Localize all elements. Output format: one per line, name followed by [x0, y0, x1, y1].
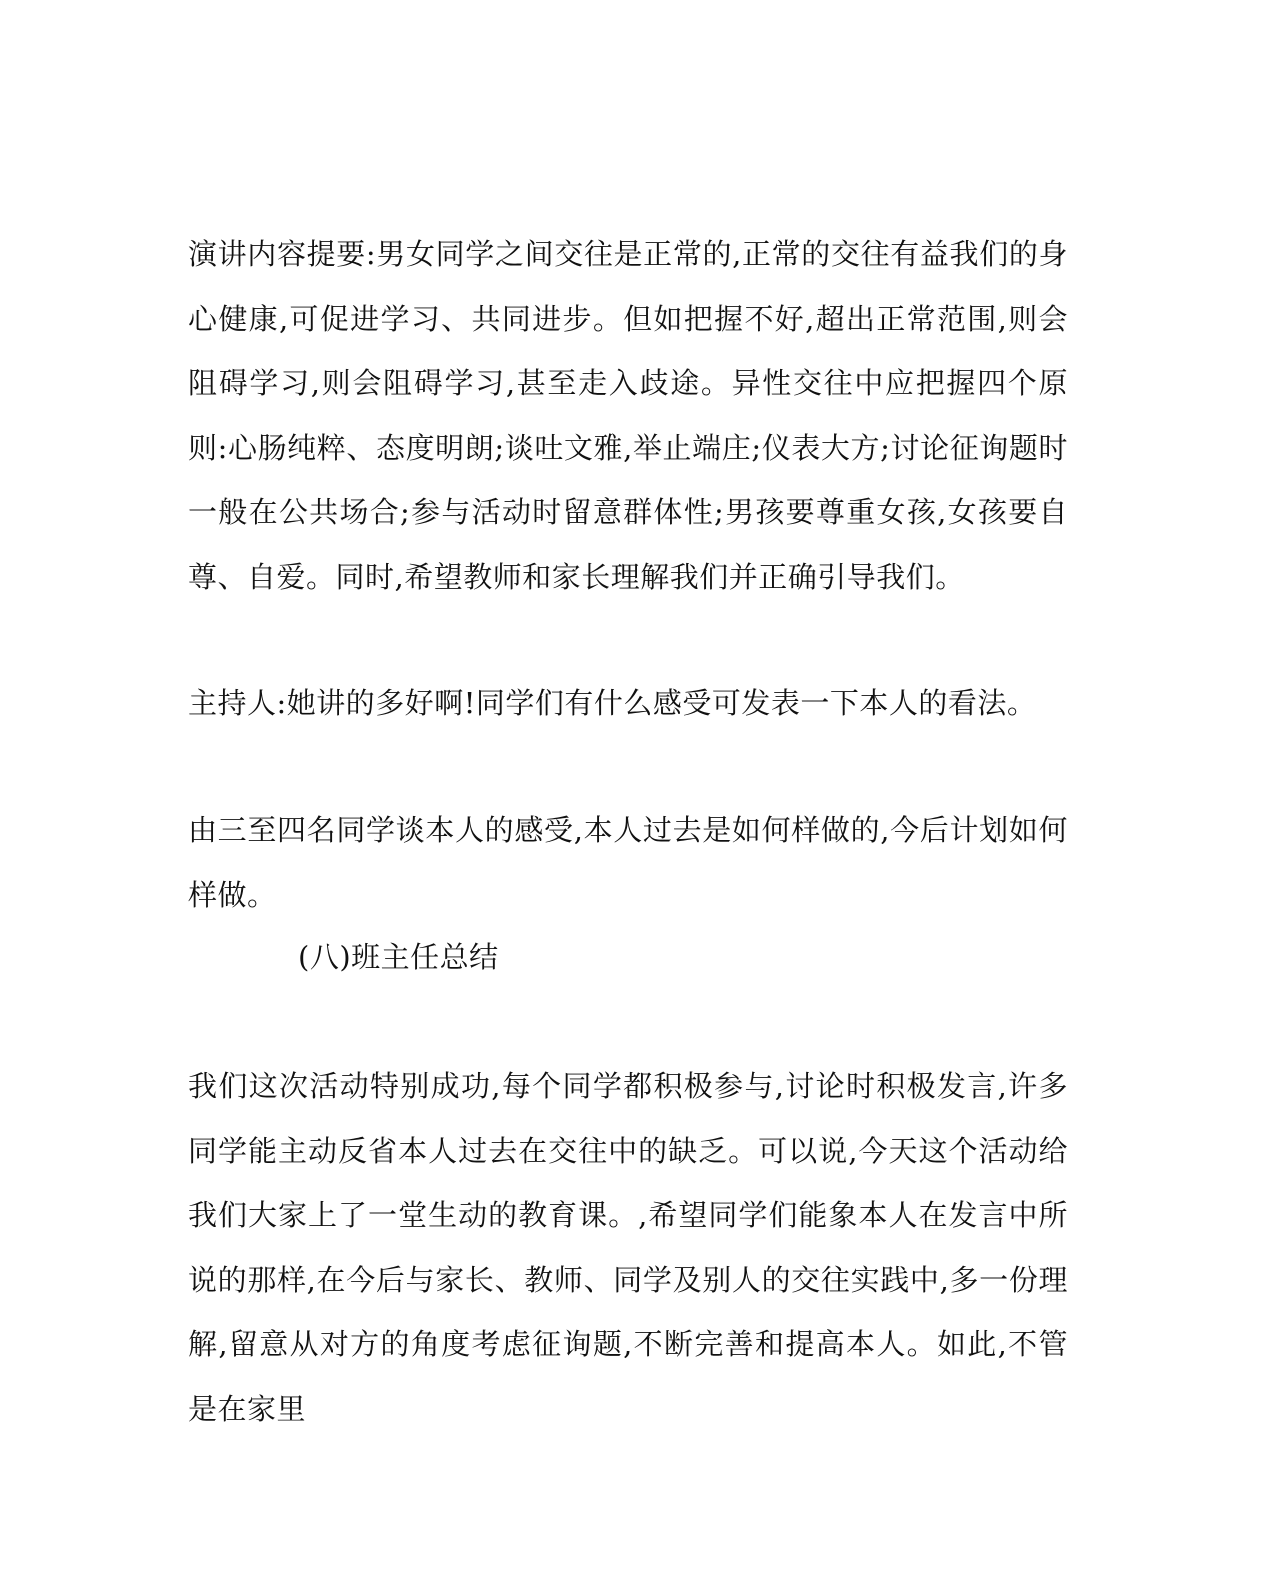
- student-sharing-paragraph: 由三至四名同学谈本人的感受,本人过去是如何样做的,今后计划如何样做。: [188, 813, 1068, 912]
- teacher-summary-paragraph: 我们这次活动特别成功,每个同学都积极参与,讨论时积极发言,许多同学能主动反省本人过去在交往中的缺乏。可以说,今天这个活动给我们大家上了一堂生动的教育课。,希望同学们能象本人在发言中所说的那样,在今后与家长、教师、同学及别人的交往实践中,多一份理解,留意从对方的角度考虑征询题,不断完善和提高本人。如此,不管是在家里: [188, 1069, 1068, 1426]
- host-remark-paragraph: 主持人:她讲的多好啊!同学们有什么感受可发表一下本人的看法。: [188, 686, 1037, 720]
- speech-summary-paragraph: 演讲内容提要:男女同学之间交往是正常的,正常的交往有益我们的身心健康,可促进学习、共同进步。但如把握不好,超出正常范围,则会阻碍学习,则会阻碍学习,甚至走入歧途。异性交往中应把握四个原则:心肠纯粹、态度明朗;谈吐文雅,举止端庄;仪表大方;讨论征询题时一般在公共场合;参与活动时留意群体性;男孩要尊重女孩,女孩要自尊、自爱。同时,希望教师和家长理解我们并正确引导我们。: [188, 237, 1068, 594]
- section-heading: (八)班主任总结: [298, 940, 499, 974]
